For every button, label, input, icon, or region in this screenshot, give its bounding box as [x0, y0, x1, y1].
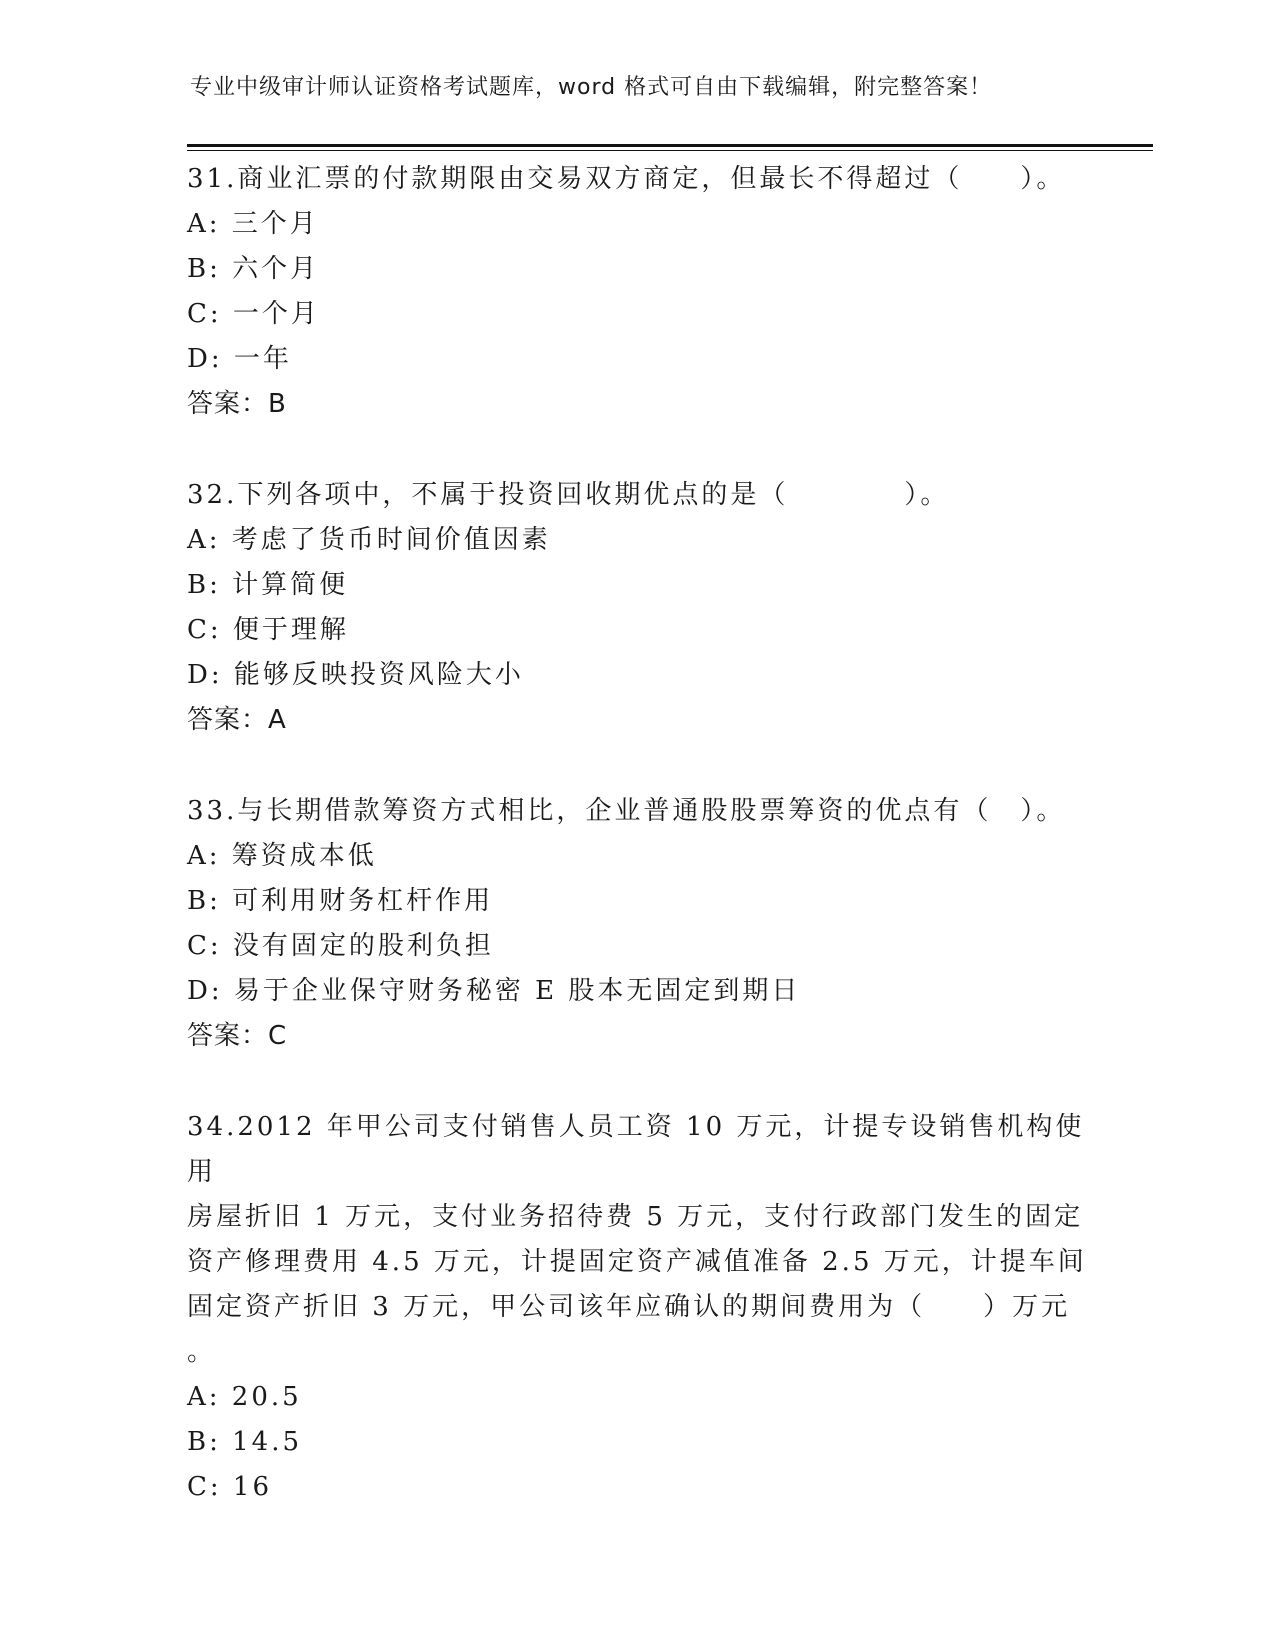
question-list: [187, 157, 1087, 1510]
option-d: D: 易于企业保守财务秘密 E 股本无固定到期日: [187, 976, 801, 1006]
option-b: B: 14.5: [187, 1427, 303, 1457]
option-a: A: 考虑了货币时间价值因素: [187, 525, 551, 555]
question-32: [187, 473, 1087, 743]
question-33: [187, 789, 1087, 1059]
option-c: C: 16: [187, 1472, 273, 1502]
option-b: B: 计算简便: [187, 570, 349, 600]
question-stem-line: 34.2012 年甲公司支付销售人员工资 10 万元，计提专设销售机构使用: [187, 1112, 1085, 1187]
question-stem: 33.与长期借款筹资方式相比，企业普通股股票筹资的优点有（ ）。: [187, 796, 1066, 826]
question-stem-line: 资产修理费用 4.5 万元，计提固定资产减值准备 2.5 万元，计提车间: [187, 1247, 1087, 1277]
question-31: [187, 157, 1087, 427]
option-a: A: 20.5: [187, 1382, 302, 1412]
question-stem-line: 。: [187, 1337, 217, 1367]
answer: 答案：B: [187, 389, 287, 419]
question-stem: 32.下列各项中，不属于投资回收期优点的是（ ）。: [187, 480, 950, 510]
option-d: D: 能够反映投资风险大小: [187, 660, 524, 690]
question-stem-line: 固定资产折旧 3 万元，甲公司该年应确认的期间费用为（ ）万元: [187, 1292, 1071, 1322]
option-b: B: 可利用财务杠杆作用: [187, 886, 494, 916]
option-d: D: 一年: [187, 344, 292, 374]
option-c: C: 便于理解: [187, 615, 349, 645]
page-header: 专业中级审计师认证资格考试题库，word 格式可自由下载编辑，附完整答案！: [190, 75, 993, 100]
answer: 答案：C: [187, 1021, 288, 1051]
header-divider-thick: [187, 144, 1153, 147]
question-stem-line: 房屋折旧 1 万元，支付业务招待费 5 万元，支付行政部门发生的固定: [187, 1202, 1084, 1232]
option-c: C: 一个月: [187, 299, 320, 329]
option-a: A: 筹资成本低: [187, 841, 377, 871]
header-divider-thin: [187, 150, 1153, 151]
option-b: B: 六个月: [187, 254, 320, 284]
option-c: C: 没有固定的股利负担: [187, 931, 494, 961]
question-34: [187, 1105, 1087, 1510]
question-stem: 31.商业汇票的付款期限由交易双方商定，但最长不得超过（ ）。: [187, 164, 1066, 194]
answer: 答案：A: [187, 705, 287, 735]
option-a: A: 三个月: [187, 209, 319, 239]
